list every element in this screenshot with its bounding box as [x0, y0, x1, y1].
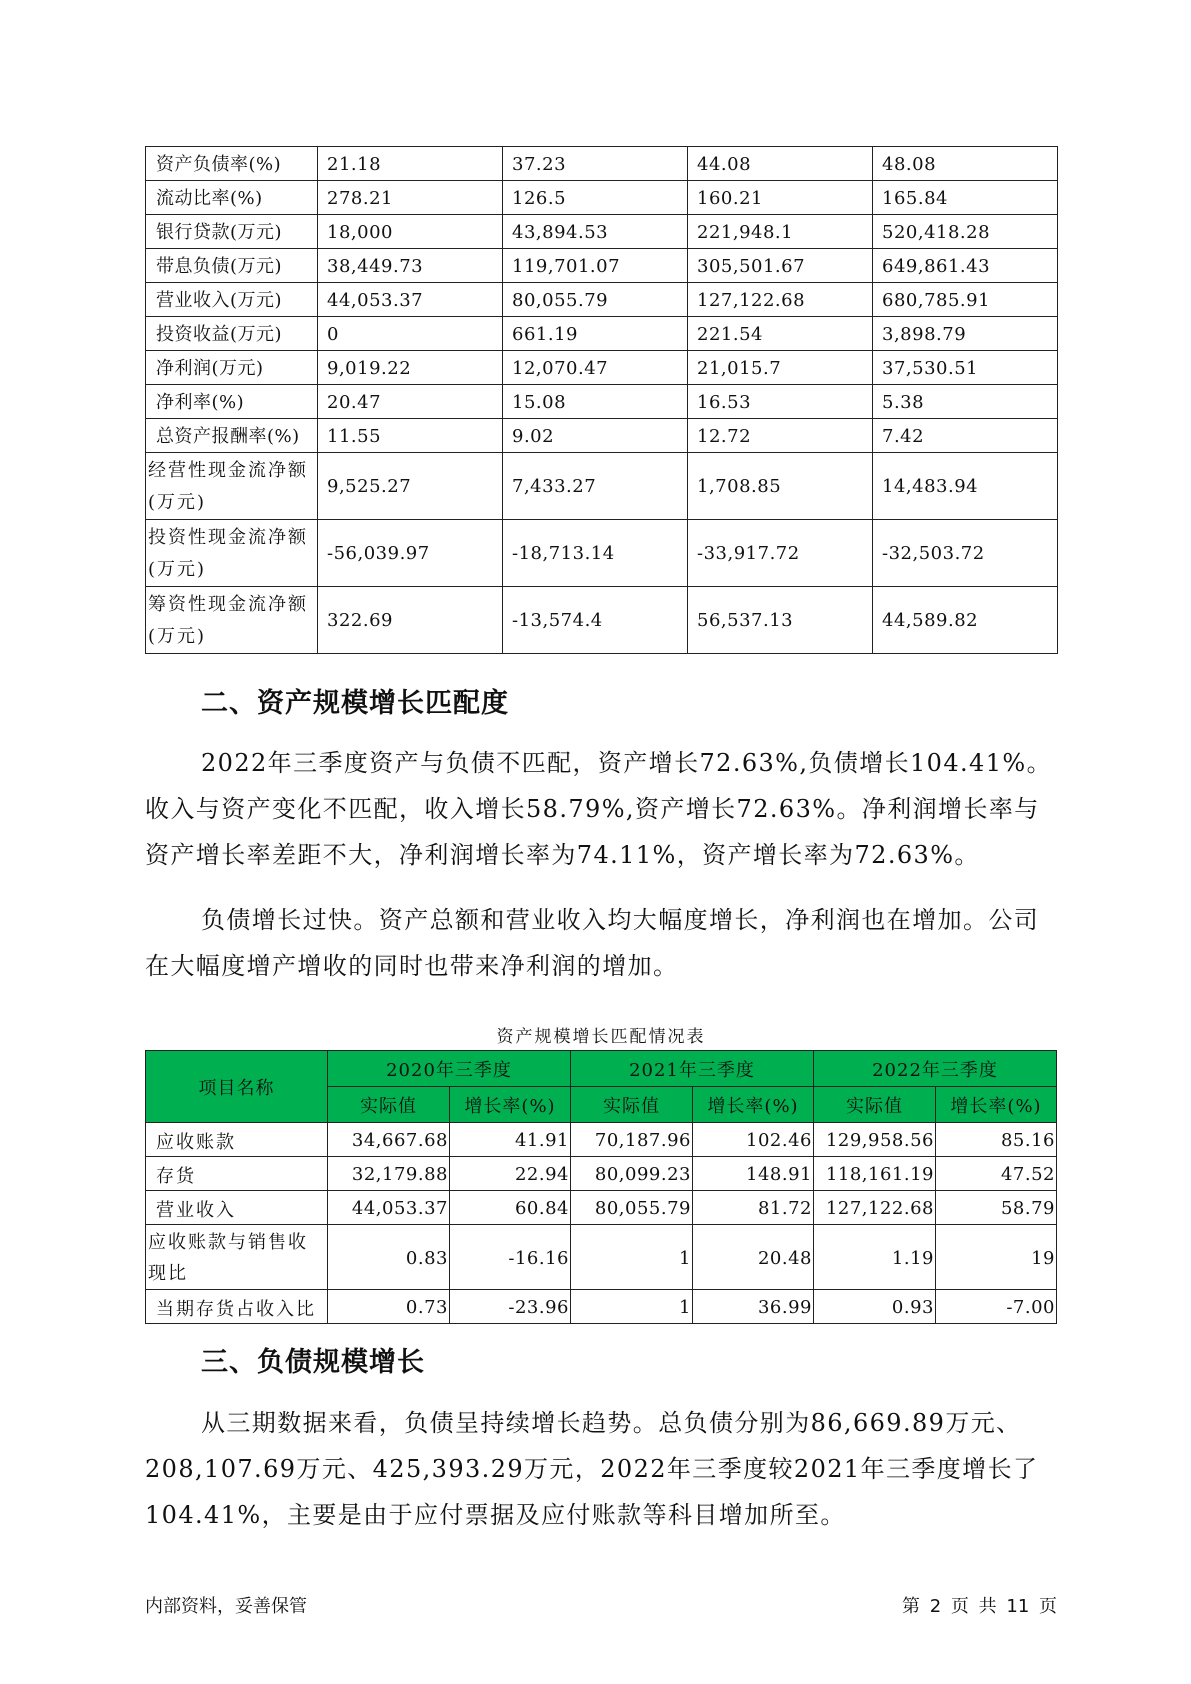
table-cell: 322.69 — [318, 587, 503, 654]
row-label: 流动比率(%) — [146, 181, 318, 215]
table-cell: 520,418.28 — [873, 215, 1058, 249]
table-cell: 16.53 — [688, 385, 873, 419]
table-row — [146, 1157, 1057, 1191]
table-row — [146, 419, 1058, 453]
actual-value-header: 实际值 — [328, 1087, 450, 1123]
table-cell: 102.46 — [693, 1123, 814, 1157]
period-header: 2021年三季度 — [571, 1051, 814, 1087]
table-caption: 资产规模增长匹配情况表 — [496, 1027, 706, 1047]
table-cell: 80,055.79 — [503, 283, 688, 317]
table-cell: 47.52 — [936, 1157, 1057, 1191]
section-2-paragraph-2: 负债增长过快。资产总额和营业收入均大幅度增长，净利润也在增加。公司在大幅度增产增收的同时也带来净利润的增加。 — [145, 906, 1040, 980]
table-cell: 221,948.1 — [688, 215, 873, 249]
table-cell: 0 — [318, 317, 503, 351]
table-row — [146, 147, 1058, 181]
table-cell: 38,449.73 — [318, 249, 503, 283]
table-cell: 1 — [571, 1290, 693, 1324]
table-cell: 43,894.53 — [503, 215, 688, 249]
table-cell: 278.21 — [318, 181, 503, 215]
table-cell: 44,053.37 — [328, 1191, 450, 1225]
table-row — [146, 1290, 1057, 1324]
table-cell: 85.16 — [936, 1123, 1057, 1157]
table-cell: 9.02 — [503, 419, 688, 453]
table-cell: 12,070.47 — [503, 351, 688, 385]
table-cell: 37,530.51 — [873, 351, 1058, 385]
table-cell: 20.48 — [693, 1225, 814, 1290]
table-cell: 80,099.23 — [571, 1157, 693, 1191]
row-label: 营业收入(万元) — [146, 283, 318, 317]
table-cell: 21.18 — [318, 147, 503, 181]
table-cell: 60.84 — [450, 1191, 571, 1225]
table-cell: 22.94 — [450, 1157, 571, 1191]
table-cell: -23.96 — [450, 1290, 571, 1324]
row-label: 投资性现金流净额(万元) — [146, 520, 318, 587]
growth-rate-header: 增长率(%) — [936, 1087, 1057, 1123]
table-cell: 5.38 — [873, 385, 1058, 419]
section-3-heading: 三、负债规模增长 — [201, 1347, 425, 1378]
table-row — [146, 351, 1058, 385]
table-cell: 127,122.68 — [688, 283, 873, 317]
table-cell: 3,898.79 — [873, 317, 1058, 351]
period-header: 2022年三季度 — [814, 1051, 1057, 1087]
table-cell: 148.91 — [693, 1157, 814, 1191]
table-row — [146, 453, 1058, 520]
footer-confidential-note: 内部资料，妥善保管 — [145, 1596, 307, 1617]
row-label: 经营性现金流净额(万元) — [146, 453, 318, 520]
section-2-paragraph-1: 2022年三季度资产与负债不匹配，资产增长72.63%,负债增长104.41%。收入与资产变化不匹配，收入增长58.79%,资产增长72.63%。净利润增长率与资产增长率差距不大，净利润增长率为74.11%，资产增长率为72.63%。 — [145, 749, 1052, 869]
table-row — [146, 1191, 1057, 1225]
table-row — [146, 520, 1058, 587]
row-label: 应收账款 — [146, 1123, 328, 1157]
row-label: 带息负债(万元) — [146, 249, 318, 283]
financial-indicators-table — [145, 146, 1058, 654]
table-cell: -13,574.4 — [503, 587, 688, 654]
row-label: 银行贷款(万元) — [146, 215, 318, 249]
table-cell: 0.73 — [328, 1290, 450, 1324]
table-cell: -33,917.72 — [688, 520, 873, 587]
table-cell: -16.16 — [450, 1225, 571, 1290]
table-cell: 160.21 — [688, 181, 873, 215]
table-cell: 32,179.88 — [328, 1157, 450, 1191]
table-cell: 7,433.27 — [503, 453, 688, 520]
table-cell: 36.99 — [693, 1290, 814, 1324]
asset-growth-match-table — [145, 1050, 1057, 1324]
table-cell: 21,015.7 — [688, 351, 873, 385]
table-row — [146, 215, 1058, 249]
actual-value-header: 实际值 — [571, 1087, 693, 1123]
row-label: 营业收入 — [146, 1191, 328, 1225]
table-cell: 48.08 — [873, 147, 1058, 181]
table-cell: 661.19 — [503, 317, 688, 351]
table-cell: 221.54 — [688, 317, 873, 351]
table-cell: 129,958.56 — [814, 1123, 936, 1157]
table-cell: 9,019.22 — [318, 351, 503, 385]
row-label: 存货 — [146, 1157, 328, 1191]
table-cell: 7.42 — [873, 419, 1058, 453]
table-cell: -18,713.14 — [503, 520, 688, 587]
growth-rate-header: 增长率(%) — [693, 1087, 814, 1123]
row-label: 总资产报酬率(%) — [146, 419, 318, 453]
table-cell: 37.23 — [503, 147, 688, 181]
table-cell: 0.93 — [814, 1290, 936, 1324]
row-label: 筹资性现金流净额(万元) — [146, 587, 318, 654]
period-header: 2020年三季度 — [328, 1051, 571, 1087]
actual-value-header: 实际值 — [814, 1087, 936, 1123]
table-row — [146, 1225, 1057, 1290]
row-label: 资产负债率(%) — [146, 147, 318, 181]
table-cell: 56,537.13 — [688, 587, 873, 654]
table-cell: 305,501.67 — [688, 249, 873, 283]
table-cell: -32,503.72 — [873, 520, 1058, 587]
table-cell: 165.84 — [873, 181, 1058, 215]
table-cell: 0.83 — [328, 1225, 450, 1290]
table-cell: 70,187.96 — [571, 1123, 693, 1157]
row-label: 应收账款与销售收现比 — [146, 1225, 328, 1290]
table-cell: 126.5 — [503, 181, 688, 215]
table-cell: 127,122.68 — [814, 1191, 936, 1225]
table-cell: 41.91 — [450, 1123, 571, 1157]
table-row — [146, 317, 1058, 351]
table-cell: -7.00 — [936, 1290, 1057, 1324]
table-row — [146, 181, 1058, 215]
table-cell: 58.79 — [936, 1191, 1057, 1225]
growth-rate-header: 增长率(%) — [450, 1087, 571, 1123]
row-label: 投资收益(万元) — [146, 317, 318, 351]
table-row — [146, 1123, 1057, 1157]
table-cell: 680,785.91 — [873, 283, 1058, 317]
table-cell: 11.55 — [318, 419, 503, 453]
item-name-header: 项目名称 — [146, 1051, 328, 1123]
row-label: 净利润(万元) — [146, 351, 318, 385]
table-row — [146, 587, 1058, 654]
table-cell: 15.08 — [503, 385, 688, 419]
table-cell: 14,483.94 — [873, 453, 1058, 520]
table-cell: 19 — [936, 1225, 1057, 1290]
table-cell: -56,039.97 — [318, 520, 503, 587]
row-label: 当期存货占收入比 — [146, 1290, 328, 1324]
table-cell: 649,861.43 — [873, 249, 1058, 283]
table-cell: 118,161.19 — [814, 1157, 936, 1191]
table-row — [146, 249, 1058, 283]
table-cell: 20.47 — [318, 385, 503, 419]
table-row — [146, 385, 1058, 419]
section-3-paragraph-1: 从三期数据来看，负债呈持续增长趋势。总负债分别为86,669.89万元、208,107.69万元、425,393.29万元，2022年三季度较2021年三季度增长了104.41%，主要是由于应付票据及应付账款等科目增加所至。 — [145, 1409, 1039, 1529]
section-2-heading: 二、资产规模增长匹配度 — [201, 688, 509, 719]
table-cell: 80,055.79 — [571, 1191, 693, 1225]
table-cell: 34,667.68 — [328, 1123, 450, 1157]
table-cell: 44,053.37 — [318, 283, 503, 317]
footer-page-number: 第 2 页 共 11 页 — [902, 1596, 1057, 1617]
table-cell: 12.72 — [688, 419, 873, 453]
table-cell: 119,701.07 — [503, 249, 688, 283]
table-cell: 1 — [571, 1225, 693, 1290]
row-label: 净利率(%) — [146, 385, 318, 419]
table-cell: 18,000 — [318, 215, 503, 249]
table-cell: 44.08 — [688, 147, 873, 181]
table-row — [146, 283, 1058, 317]
table-cell: 1.19 — [814, 1225, 936, 1290]
table-cell: 44,589.82 — [873, 587, 1058, 654]
table-cell: 9,525.27 — [318, 453, 503, 520]
table-cell: 81.72 — [693, 1191, 814, 1225]
table-cell: 1,708.85 — [688, 453, 873, 520]
